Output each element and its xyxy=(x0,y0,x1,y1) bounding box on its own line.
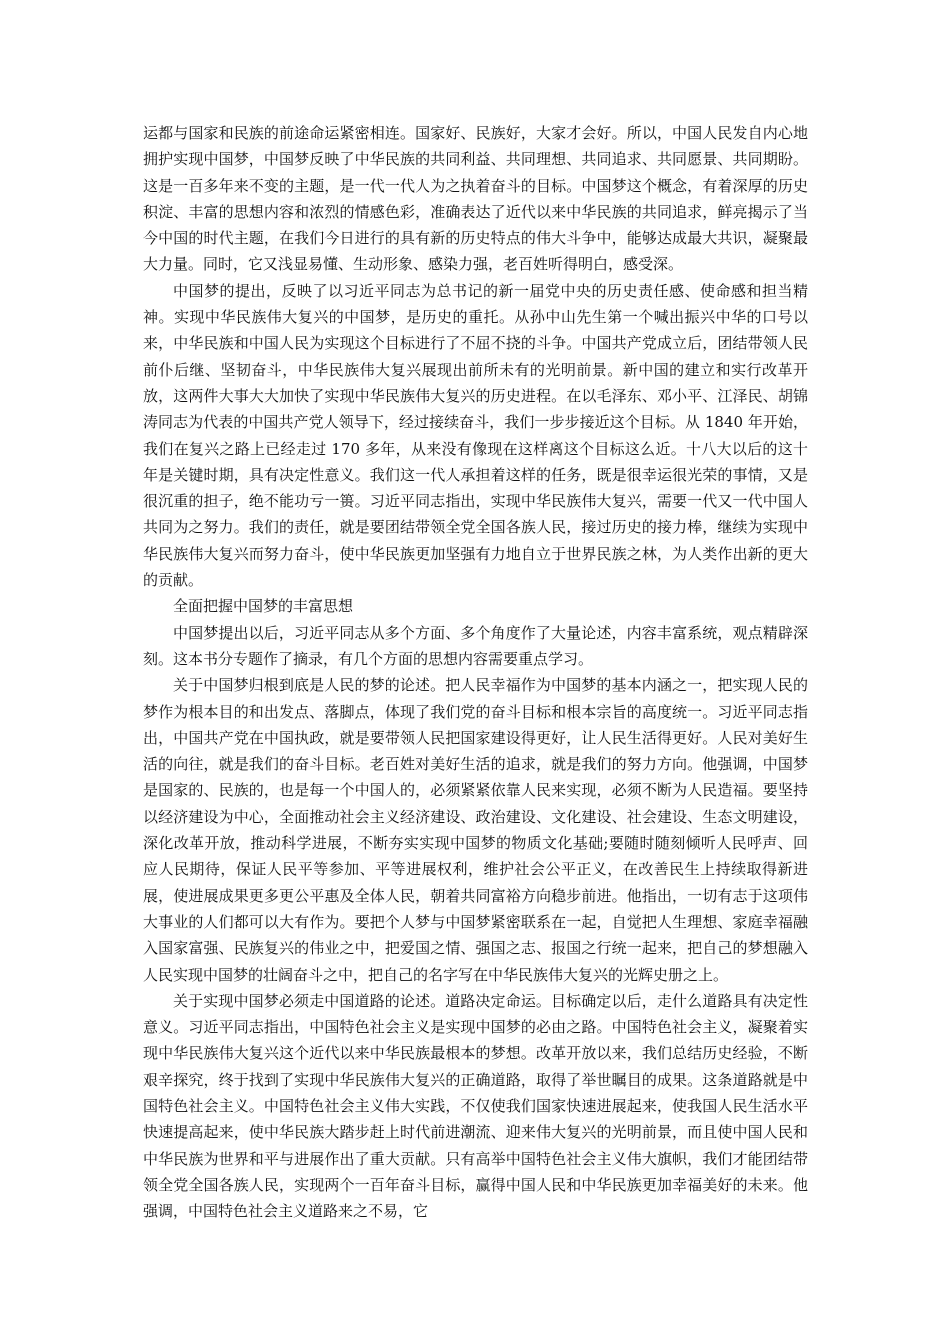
paragraph: 运都与国家和民族的前途命运紧密相连。国家好、民族好，大家才会好。所以，中国人民发自内心地拥护实现中国梦，中国梦反映了中华民族的共同利益、共同理想、共同追求、共同愿景、共同期盼。这是一百多年来不变的主题，是一代一代人为之执着奋斗的目标。中国梦这个概念，有着深厚的历史积淀、丰富的思想内容和浓烈的情感色彩，准确表达了近代以来中华民族的共同追求，鲜亮揭示了当今中国的时代主题，在我们今日进行的具有新的历史特点的伟大斗争中，能够达成最大共识，凝聚最大力量。同时，它又浅显易懂、生动形象、感染力强，老百姓听得明白，感受深。 xyxy=(143,124,808,274)
paragraph: 中国梦提出以后，习近平同志从多个方面、多个角度作了大量论述，内容丰富系统，观点精辟深刻。这本书分专题作了摘录，有几个方面的思想内容需要重点学习。 xyxy=(143,623,808,668)
document-body xyxy=(143,120,808,1224)
paragraph: 关于实现中国梦必须走中国道路的论述。道路决定命运。目标确定以后，走什么道路具有决定性意义。习近平同志指出，中国特色社会主义是实现中国梦的必由之路。中国特色社会主义，凝聚着实现中华民族伟大复兴这个近代以来中华民族最根本的梦想。改革开放以来，我们总结历史经验，不断艰辛探究，终于找到了实现中华民族伟大复兴的正确道路，取得了举世瞩目的成果。这条道路就是中国特色社会主义。中国特色社会主义伟大实践，不仅使我们国家快速进展起来，使我国人民生活水平快速提高起来，使中华民族大踏步赶上时代前进潮流、迎来伟大复兴的光明前景，而且使中国人民和中华民族为世界和平与进展作出了重大贡献。只有高举中国特色社会主义伟大旗帜，我们才能团结带领全党全国各族人民，实现两个一百年奋斗目标，赢得中国人民和中华民族更加幸福美好的未来。他强调，中国特色社会主义道路来之不易，它 xyxy=(143,991,808,1221)
paragraph: 中国梦的提出，反映了以习近平同志为总书记的新一届党中央的历史责任感、使命感和担当精神。实现中华民族伟大复兴的中国梦，是历史的重托。从孙中山先生第一个喊出振兴中华的口号以来，中华民族和中国人民为实现这个目标进行了不屈不挠的斗争。中国共产党成立后，团结带领人民前仆后继、坚韧奋斗，中华民族伟大复兴展现出前所未有的光明前景。新中国的建立和实行改革开放，这两件大事大大加快了实现中华民族伟大复兴的历史进程。在以毛泽东、邓小平、江泽民、胡锦涛同志为代表的中国共产党人领导下，经过接续奋斗，我们一步步接近这个目标。从 1840 年开始，我们在复兴之路上已经走过 170 多年，从来没有像现在这样离这个目标这么近。十八大以后的这十年是关键时期，具有决定性意义。我们这一代人承担着这样的任务，既是很幸运很光荣的事情，又是很沉重的担子，绝不能功亏一篑。习近平同志指出，实现中华民族伟大复兴，需要一代又一代中国人共同为之努力。我们的责任，就是要团结带领全党全国各族人民，接过历史的接力棒，继续为实现中华民族伟大复兴而努力奋斗，使中华民族更加坚强有力地自立于世界民族之林，为人类作出新的更大的贡献。 xyxy=(143,281,808,590)
section-heading: 全面把握中国梦的丰富思想 xyxy=(173,597,354,616)
paragraph: 关于中国梦归根到底是人民的梦的论述。把人民幸福作为中国梦的基本内涵之一，把实现人民的梦作为根本目的和出发点、落脚点，体现了我们党的奋斗目标和根本宗旨的高度统一。习近平同志指出，中国共产党在中国执政，就是要带领人民把国家建设得更好，让人民生活得更好。人民对美好生活的向往，就是我们的奋斗目标。老百姓对美好生活的追求，就是我们的努力方向。他强调，中国梦是国家的、民族的，也是每一个中国人的，必须紧紧依靠人民来实现，必须不断为人民造福。要坚持以经济建设为中心，全面推动社会主义经济建设、政治建设、文化建设、社会建设、生态文明建设，深化改革开放，推动科学进展，不断夯实实现中国梦的物质文化基础;要随时随刻倾听人民呼声、回应人民期待，保证人民平等参加、平等进展权利，维护社会公平正义，在改善民生上持续取得新进展，使进展成果更多更公平惠及全体人民，朝着共同富裕方向稳步前进。他指出，一切有志于这项伟大事业的人们都可以大有作为。要把个人梦与中国梦紧密联系在一起，自觉把人生理想、家庭幸福融入国家富强、民族复兴的伟业之中，把爱国之情、强国之志、报国之行统一起来，把自己的梦想融入人民实现中国梦的壮阔奋斗之中，把自己的名字写在中华民族伟大复兴的光辉史册之上。 xyxy=(143,676,808,984)
